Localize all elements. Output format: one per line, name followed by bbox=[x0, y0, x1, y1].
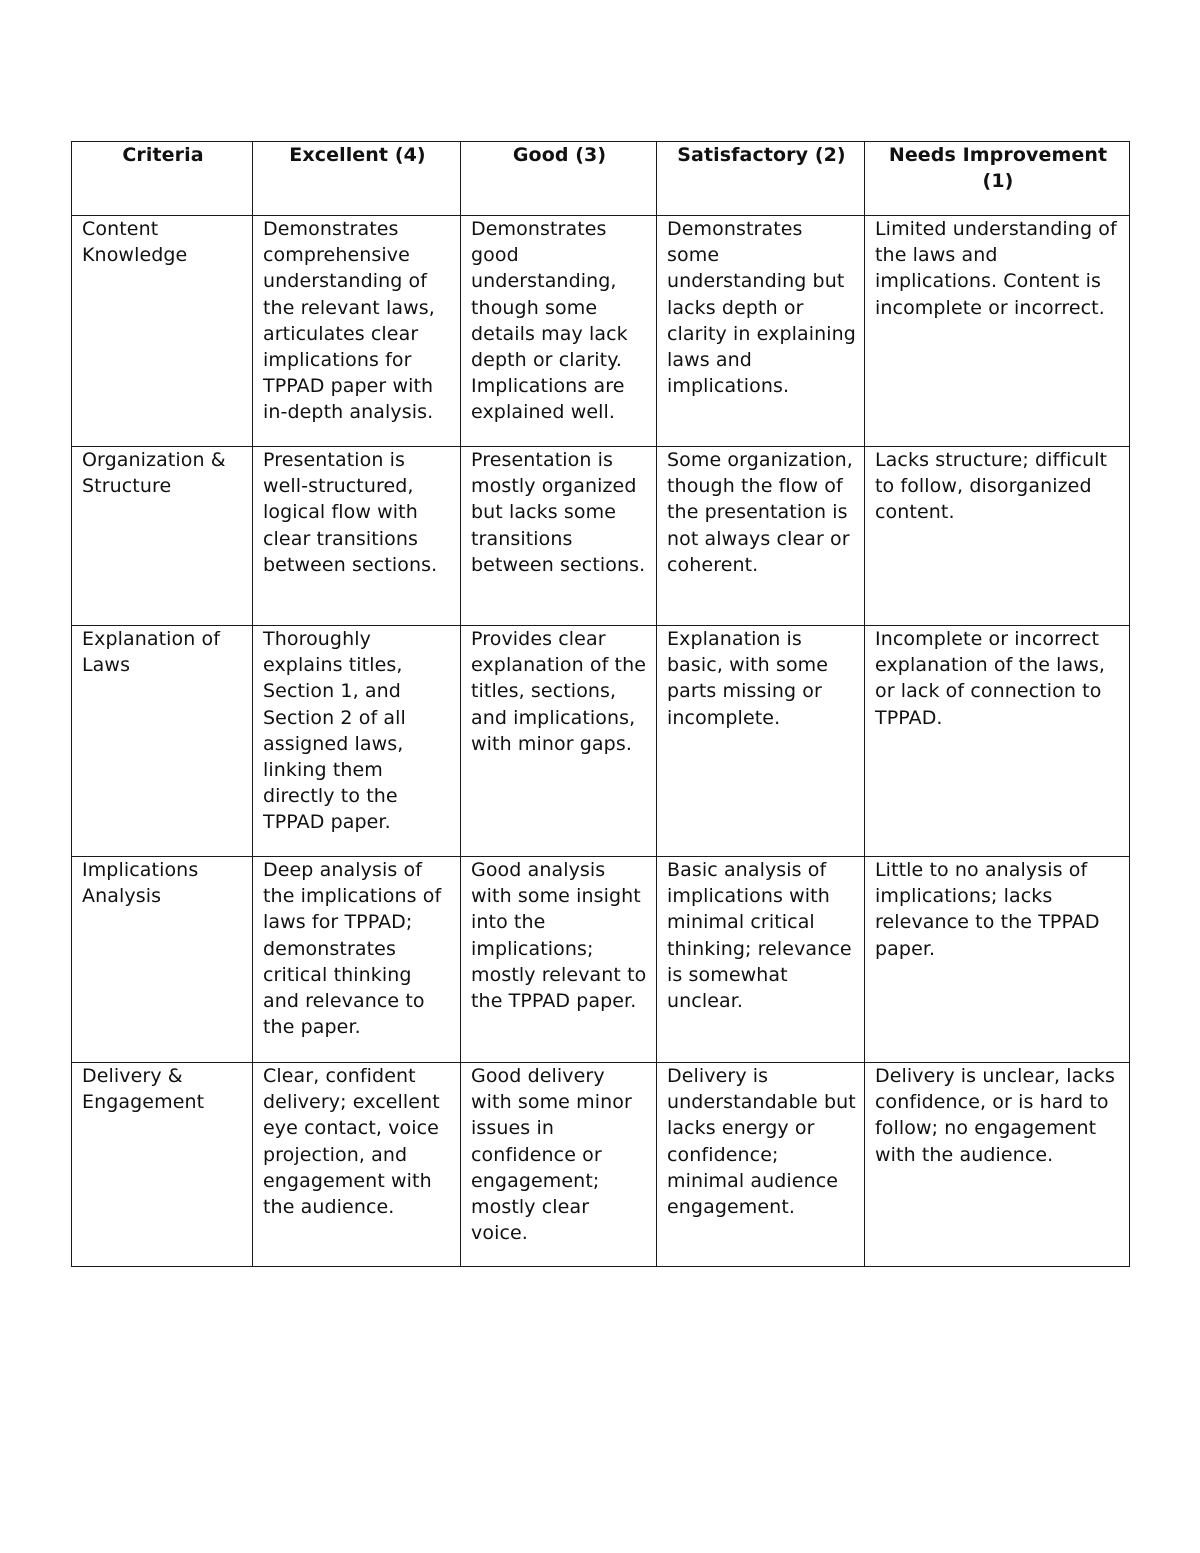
criteria-cell: Organization & Structure bbox=[72, 447, 253, 626]
criteria-cell: Explanation of Laws bbox=[72, 626, 253, 857]
criteria-cell: Delivery & Engagement bbox=[72, 1063, 253, 1267]
satisfactory-cell: Basic analysis of implications with minimal critical thinking; relevance is somewhat unclear. bbox=[657, 857, 865, 1063]
excellent-cell: Presentation is well-structured, logical flow with clear transitions between sections. bbox=[253, 447, 461, 626]
good-cell: Presentation is mostly organized but lacks some transitions between sections. bbox=[461, 447, 657, 626]
table-row bbox=[72, 447, 1130, 626]
table-row bbox=[72, 1063, 1130, 1267]
table-row bbox=[72, 216, 1130, 447]
criteria-cell: Content Knowledge bbox=[72, 216, 253, 447]
satisfactory-cell: Demonstrates some understanding but lacks depth or clarity in explaining laws and implications. bbox=[657, 216, 865, 447]
needs-improvement-cell: Delivery is unclear, lacks confidence, or is hard to follow; no engagement with the audience. bbox=[865, 1063, 1130, 1267]
table-row bbox=[72, 857, 1130, 1063]
header-excellent: Excellent (4) bbox=[253, 142, 461, 216]
needs-improvement-cell: Incomplete or incorrect explanation of the laws, or lack of connection to TPPAD. bbox=[865, 626, 1130, 857]
good-cell: Good delivery with some minor issues in confidence or engagement; mostly clear voice. bbox=[461, 1063, 657, 1267]
header-criteria: Criteria bbox=[72, 142, 253, 216]
header-row bbox=[72, 142, 1130, 216]
header-good: Good (3) bbox=[461, 142, 657, 216]
excellent-cell: Thoroughly explains titles, Section 1, and Section 2 of all assigned laws, linking them directly to the TPPAD paper. bbox=[253, 626, 461, 857]
excellent-cell: Deep analysis of the implications of laws for TPPAD; demonstrates critical thinking and relevance to the paper. bbox=[253, 857, 461, 1063]
excellent-cell: Clear, confident delivery; excellent eye contact, voice projection, and engagement with the audience. bbox=[253, 1063, 461, 1267]
header-needs-improvement: Needs Improvement (1) bbox=[865, 142, 1130, 216]
satisfactory-cell: Explanation is basic, with some parts missing or incomplete. bbox=[657, 626, 865, 857]
excellent-cell: Demonstrates comprehensive understanding of the relevant laws, articulates clear implications for TPPAD paper with in-depth analysis. bbox=[253, 216, 461, 447]
satisfactory-cell: Some organization, though the flow of the presentation is not always clear or coherent. bbox=[657, 447, 865, 626]
needs-improvement-cell: Little to no analysis of implications; lacks relevance to the TPPAD paper. bbox=[865, 857, 1130, 1063]
good-cell: Good analysis with some insight into the implications; mostly relevant to the TPPAD paper. bbox=[461, 857, 657, 1063]
table-row bbox=[72, 626, 1130, 857]
good-cell: Provides clear explanation of the titles, sections, and implications, with minor gaps. bbox=[461, 626, 657, 857]
criteria-cell: Implications Analysis bbox=[72, 857, 253, 1063]
rubric-table bbox=[71, 141, 1130, 1267]
needs-improvement-cell: Lacks structure; difficult to follow, disorganized content. bbox=[865, 447, 1130, 626]
needs-improvement-cell: Limited understanding of the laws and implications. Content is incomplete or incorrect. bbox=[865, 216, 1130, 447]
header-satisfactory: Satisfactory (2) bbox=[657, 142, 865, 216]
satisfactory-cell: Delivery is understandable but lacks energy or confidence; minimal audience engagement. bbox=[657, 1063, 865, 1267]
good-cell: Demonstrates good understanding, though some details may lack depth or clarity. Implications are explained well. bbox=[461, 216, 657, 447]
